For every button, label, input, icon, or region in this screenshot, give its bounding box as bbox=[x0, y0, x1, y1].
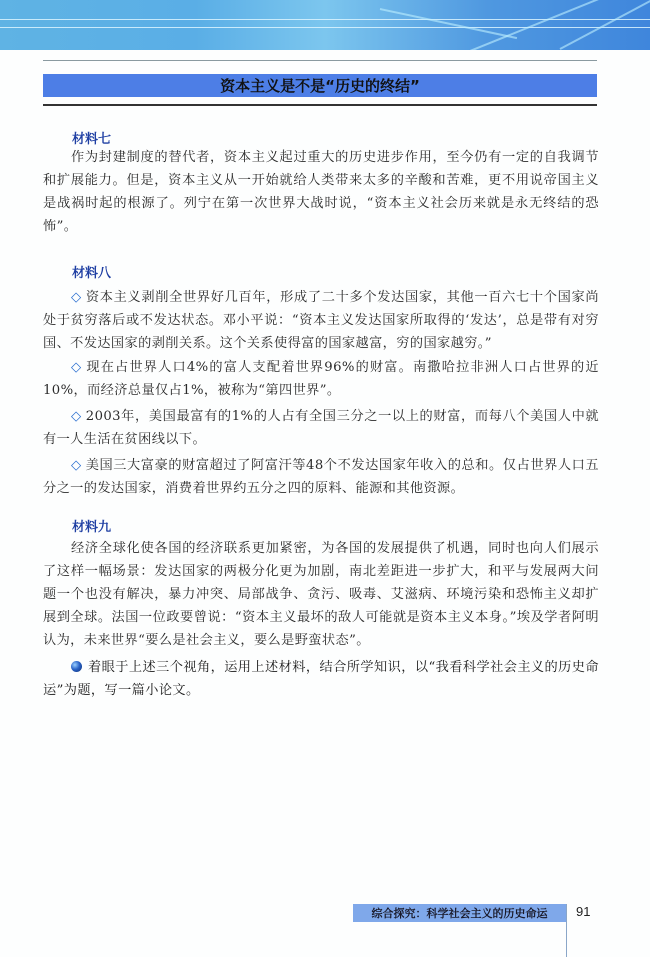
page-title: 资本主义是不是“历史的终结” bbox=[220, 77, 420, 95]
footer-divider bbox=[566, 904, 567, 957]
diamond-bullet-icon: ◇ bbox=[71, 360, 83, 375]
paragraph: 经济全球化使各国的经济联系更加紧密，为各国的发展提供了机遇，同时也向人们展示了这样一幅场景：发达国家的两极分化更为加剧，南北差距进一步扩大，和平与发展两大问题一个也没有解决，暴力冲突、局部战争、贪污、吸毒、艾滋病、环境污染和恐怖主义却扩展到全球。法国一位政要曾说：“资本主义最坏的敌人可能就是资本主义本身。”埃及学者阿明认为，未来世界“要么是社会主义，要么是野蛮状态”。 bbox=[43, 541, 599, 648]
section-heading: 材料八 bbox=[72, 266, 112, 281]
title-banner bbox=[43, 74, 597, 97]
header-streak bbox=[380, 8, 517, 39]
divider-top bbox=[43, 60, 597, 61]
diamond-bullet-icon: ◇ bbox=[71, 290, 82, 305]
chapter-title: 综合探究：科学社会主义的历史命运 bbox=[371, 907, 548, 920]
bullet-paragraph: ◇ 现在占世界人口4%的富人支配着世界96%的财富。南撒哈拉非洲人口占世界的近10%，而经济总量仅占1%，被称为“第四世界”。 bbox=[43, 360, 600, 398]
section-heading: 材料九 bbox=[72, 520, 112, 535]
paragraph: 作为封建制度的替代者，资本主义起过重大的历史进步作用，至今仍有一定的自我调节和扩展能力。但是，资本主义从一开始就给人类带来太多的辛酸和苦难，更不用说帝国主义是战祸时起的根源了。列宁在第一次世界大战时说，“资本主义社会历来就是永无终结的恐怖”。 bbox=[43, 150, 599, 234]
divider-bottom bbox=[43, 104, 597, 106]
diamond-bullet-icon: ◇ bbox=[71, 458, 82, 473]
bullet-paragraph: ◇ 资本主义剥削全世界好几百年，形成了二十多个发达国家，其他一百六七十个国家尚处于贫穷落后或不发达状态。邓小平说：“资本主义发达国家所取得的‘发达’，总是带有对穷国、不发达国家的剥削关系。这个关系使得富的国家越富，穷的国家越穷。” bbox=[43, 290, 600, 351]
header-decoration bbox=[0, 0, 650, 50]
task-prompt: 着眼于上述三个视角，运用上述材料，结合所学知识，以“我看科学社会主义的历史命运”为题，写一篇小论文。 bbox=[43, 660, 599, 698]
bullet-paragraph: ◇ 2003年，美国最富有的1%的人占有全国三分之一以上的财富，而每八个美国人中就有一人生活在贫困线以下。 bbox=[43, 409, 599, 447]
chapter-footer bbox=[353, 904, 566, 922]
globe-bullet-icon bbox=[71, 661, 82, 672]
page-number: 91 bbox=[576, 904, 591, 919]
header-streak bbox=[470, 0, 601, 50]
header-stripe bbox=[0, 19, 650, 20]
bullet-paragraph: ◇ 美国三大富豪的财富超过了阿富汗等48个不发达国家年收入的总和。仅占世界人口五分之一的发达国家，消费着世界约五分之四的原料、能源和其他资源。 bbox=[43, 458, 599, 496]
diamond-bullet-icon: ◇ bbox=[71, 409, 82, 424]
header-stripe bbox=[0, 27, 650, 28]
section-heading: 材料七 bbox=[72, 132, 112, 147]
